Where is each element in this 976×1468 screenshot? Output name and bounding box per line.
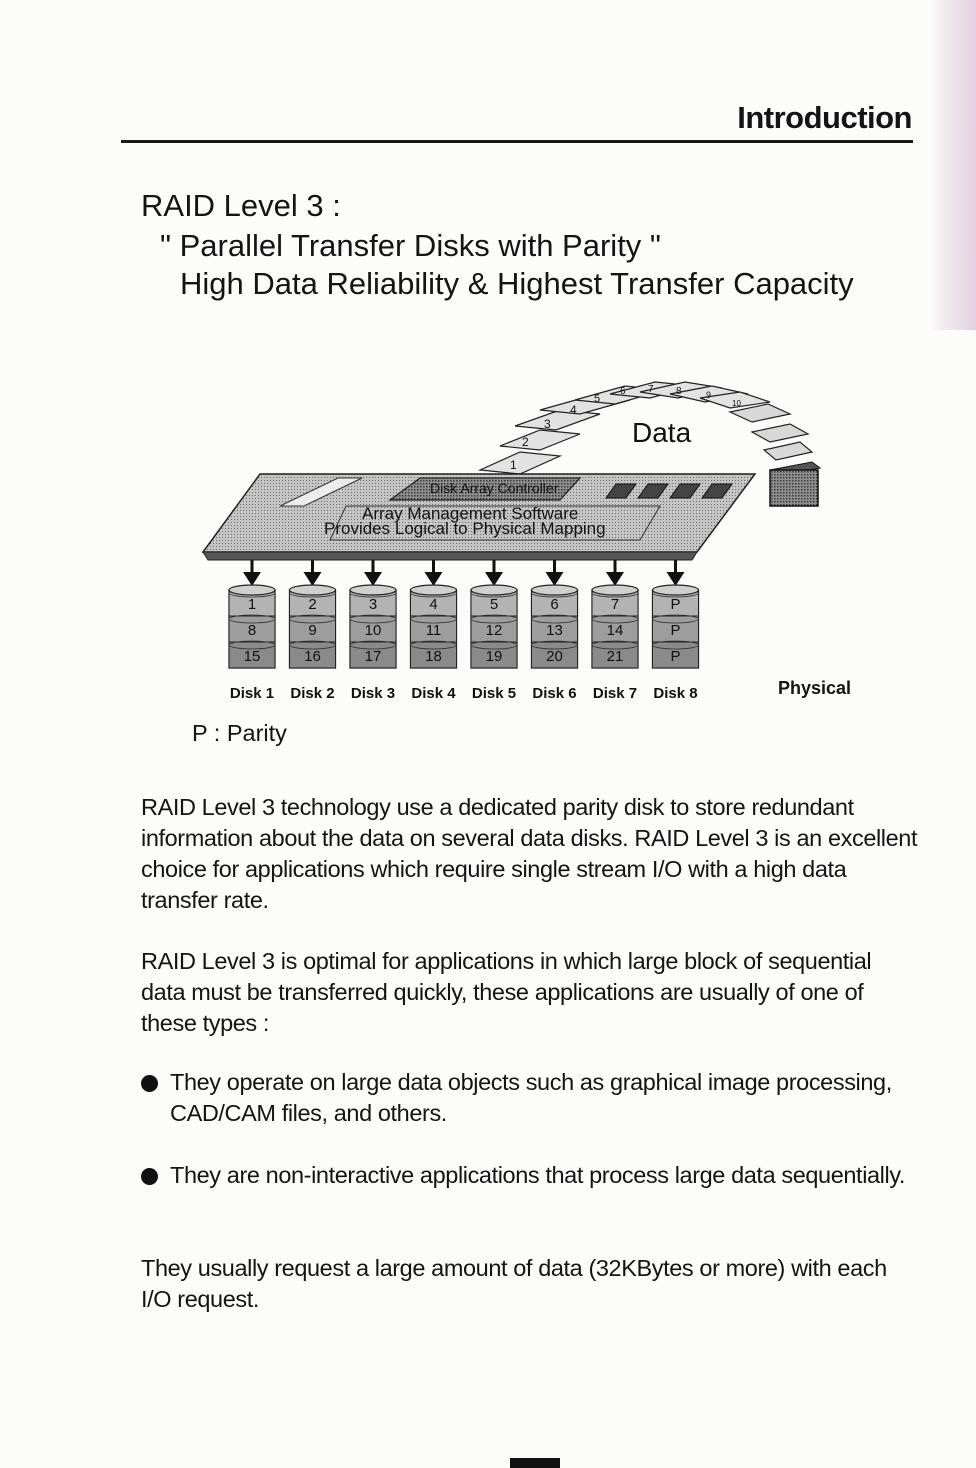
disk-2-block-1: 2 <box>308 596 317 613</box>
stream-chunk-4: 4 <box>570 403 577 417</box>
disk-5 <box>471 585 517 702</box>
parity-legend: P : Parity <box>192 720 287 746</box>
disk-4-label: Disk 4 <box>411 685 456 702</box>
physical-label: Physical <box>778 678 852 698</box>
disk-7-block-3: 21 <box>606 648 624 665</box>
disk-7-label: Disk 7 <box>592 685 638 702</box>
disk-3-block-3: 17 <box>364 648 382 665</box>
disk-5-block-2: 12 <box>485 622 503 639</box>
disk-8 <box>653 585 699 702</box>
raid3-diagram <box>0 370 976 710</box>
stream-chunk-3: 3 <box>544 417 551 431</box>
scan-edge-tint <box>928 0 976 330</box>
header-rule <box>121 140 913 143</box>
disk-8-block-3: P <box>670 648 681 665</box>
disk-2-block-3: 16 <box>304 648 321 665</box>
disk-3 <box>350 585 396 702</box>
disk-3-block-1: 3 <box>368 596 378 613</box>
software-label-line2: Provides Logical to Physical Mapping <box>324 519 606 538</box>
paragraph-2: RAID Level 3 is optimal for applications in which large block of sequential data must be transferred quickly, these applications are usually of one of these types : <box>141 948 872 1036</box>
disk-6-label: Disk 6 <box>532 685 577 702</box>
controller-to-disk-arrows <box>243 560 685 586</box>
page-title: RAID Level 3 : <box>141 188 341 223</box>
bullet-text: They are non-interactive applications that process large data sequentially. <box>170 1162 906 1188</box>
disk-7-block-1: 7 <box>610 596 620 613</box>
arrow-to-disk-6 <box>546 560 564 586</box>
stream-chunk-8: 8 <box>676 386 682 397</box>
disk-6-block-2: 13 <box>546 622 563 639</box>
arrow-to-disk-7 <box>606 560 624 586</box>
disk-3-label: Disk 3 <box>350 685 396 702</box>
disk-8-label: Disk 8 <box>653 685 698 702</box>
disk-1-block-1: 1 <box>247 596 257 613</box>
stream-chunk-5: 5 <box>594 393 601 405</box>
bullet-item-1 <box>141 1067 921 1129</box>
stream-chunk-7: 7 <box>648 384 654 395</box>
paragraph-3: They usually request a large amount of data (32KBytes or more) with each I/O request. <box>141 1255 887 1312</box>
disk-8-block-2: P <box>670 622 681 639</box>
arrow-to-disk-8 <box>667 560 685 586</box>
arrow-to-disk-2 <box>304 560 322 586</box>
paragraph-1: RAID Level 3 technology use a dedicated parity disk to store redundant information about the data on several data disks. RAID Level 3 is an excellent choice for applications which require single stream I/O with a high data transfer rate. <box>141 794 918 913</box>
arrow-to-disk-3 <box>364 560 382 586</box>
disk-1-block-3: 15 <box>243 648 261 665</box>
software-label-line1: Array Management Software <box>362 504 579 523</box>
disk-3-block-2: 10 <box>364 622 382 639</box>
bullet-dot-icon <box>141 1075 158 1092</box>
disk-4-block-3: 18 <box>425 648 442 665</box>
disk-8-block-1: P <box>670 596 681 613</box>
disk-1-block-2: 8 <box>247 622 257 639</box>
disk-2-label: Disk 2 <box>290 685 335 702</box>
disk-6 <box>532 585 578 702</box>
disk-4-block-2: 11 <box>425 622 442 639</box>
arrow-to-disk-5 <box>485 560 503 586</box>
page-subtitle: " Parallel Transfer Disks with Parity " <box>160 228 661 263</box>
bullet-text: They operate on large data objects such as graphical image processing, CAD/CAM files, and others. <box>170 1069 892 1126</box>
data-stack-icon <box>770 462 820 506</box>
disk-1-label: Disk 1 <box>229 685 275 702</box>
stream-chunk-6: 6 <box>620 386 626 397</box>
disk-array <box>229 585 699 702</box>
stream-chunk-9: 9 <box>706 390 712 400</box>
stream-chunk-2: 2 <box>522 435 529 449</box>
disk-6-block-1: 6 <box>550 596 559 613</box>
arrow-to-disk-4 <box>425 560 443 586</box>
section-header: Introduction <box>737 100 912 135</box>
stream-chunk-1: 1 <box>510 458 517 472</box>
disk-5-label: Disk 5 <box>471 685 517 702</box>
disk-7-block-2: 14 <box>606 622 624 639</box>
bullet-item-2 <box>141 1160 921 1191</box>
disk-1 <box>229 585 275 702</box>
disk-4-block-1: 4 <box>429 596 438 613</box>
disk-6-block-3: 20 <box>546 648 563 665</box>
disk-7 <box>592 585 638 702</box>
controller-label: Disk Array Controller <box>430 480 559 496</box>
bullet-dot-icon <box>141 1168 158 1185</box>
stream-chunk-10: 10 <box>732 399 741 408</box>
disk-4 <box>411 585 457 702</box>
arrow-to-disk-1 <box>243 560 261 586</box>
disk-2 <box>290 585 336 702</box>
page-number-mark <box>510 1458 560 1468</box>
disk-5-block-3: 19 <box>485 648 503 665</box>
data-label: Data <box>632 417 692 448</box>
page-tagline: High Data Reliability & Highest Transfer Capacity <box>180 266 854 301</box>
disk-5-block-1: 5 <box>489 596 499 613</box>
disk-2-block-2: 9 <box>308 622 317 639</box>
